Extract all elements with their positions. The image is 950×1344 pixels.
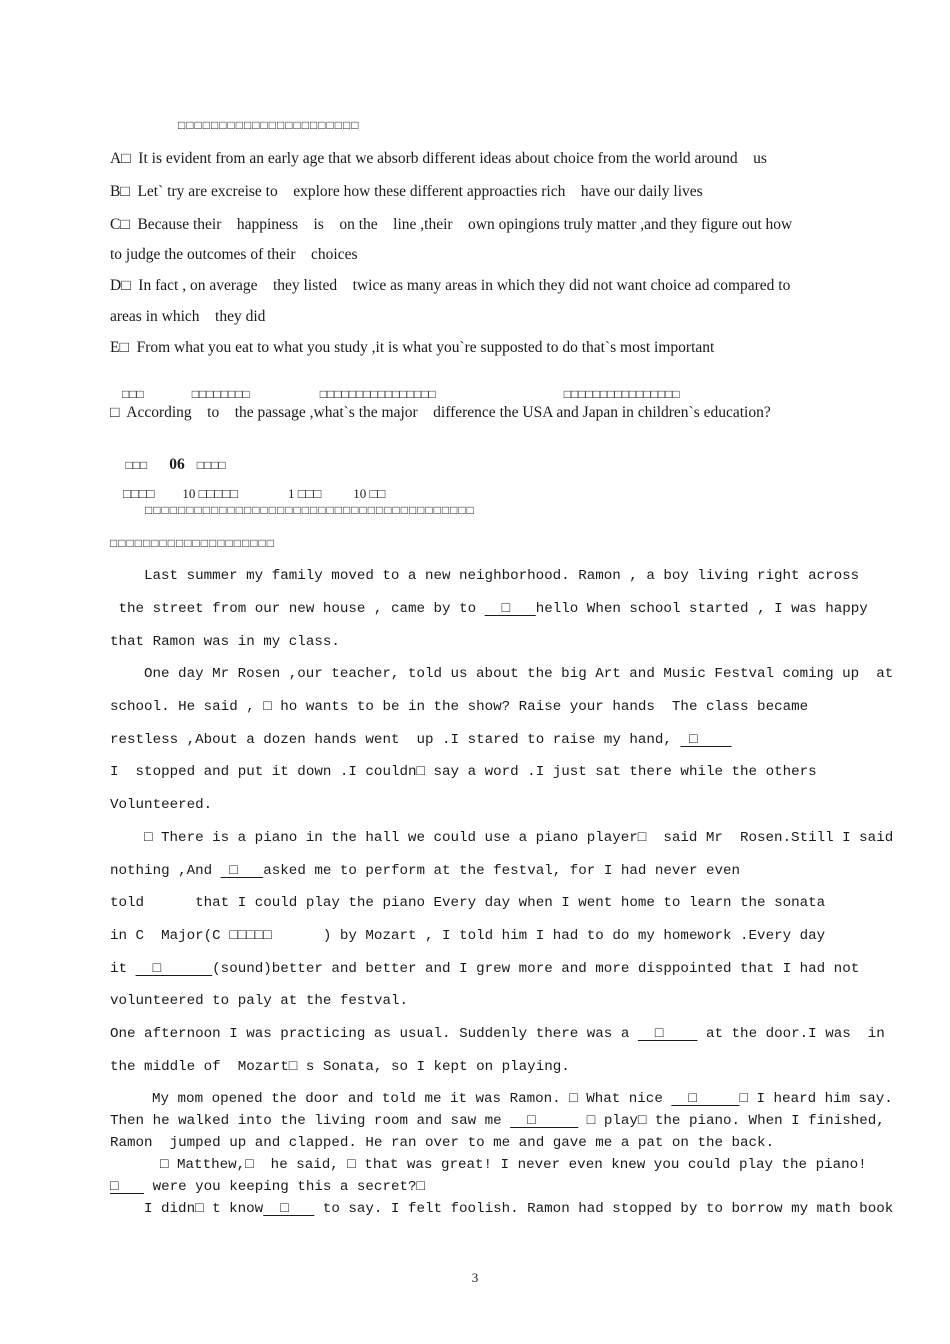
passage-line: told that I could play the piano Every day when I went home to learn the sonata [110, 895, 826, 911]
passage-line: □ Matthew,□ he said, □ that was great! I never even knew you could play the piano! [160, 1157, 867, 1173]
instructions-line: □□□□□□□□□□□□□□□□□□□□□□ [178, 118, 360, 132]
option-a: A□ It is evident from an early age that we absorb different ideas about choice from the world around us [110, 150, 767, 167]
passage-line: Ramon jumped up and clapped. He ran over to me and gave me a pat on the back. [110, 1135, 775, 1151]
scoring-label-2: 10 □□□□□ [182, 486, 238, 501]
part-number: 06 [169, 456, 185, 473]
section-label-4: □□□□□□□□□□□□□□□□ [563, 387, 680, 401]
directions-line-2: □□□□□□□□□□□□□□□□□□□□ [110, 536, 275, 550]
passage-line: Last summer my family moved to a new neighborhood. Ramon , a boy living right across [144, 568, 860, 584]
passage-line [110, 601, 868, 617]
page-number: 3 [471, 1270, 479, 1285]
option-d-continued: areas in which they did [110, 308, 266, 325]
passage-line: in C Major(C □□□□□ ) by Mozart , I told him I had to do my homework .Every day [110, 928, 826, 944]
passage-text: were you keeping this a secret?□ [144, 1179, 426, 1195]
passage-text: Then he walked into the living room and saw me [110, 1113, 511, 1129]
option-b: B□ Let` try are excreise to explore how these different approacties rich have our daily lives [110, 183, 703, 200]
blank-5[interactable]: □ [637, 1026, 698, 1042]
option-e: E□ From what you eat to what you study ,it is what you`re supposted to do that`s most important [110, 339, 715, 356]
passage-line: school. He said , □ ho wants to be in the show? Raise your hands The class became [110, 699, 809, 715]
passage-text: □ I heard him say. [739, 1091, 893, 1107]
passage-line: □ There is a piano in the hall we could use a piano player□ said Mr Rosen.Still I said [144, 830, 894, 846]
blank-1[interactable]: □ [484, 601, 536, 617]
part-header-suffix: □□□□ [196, 458, 226, 472]
passage-line: that Ramon was in my class. [110, 634, 340, 650]
passage-line [110, 863, 850, 879]
passage-line: I stopped and put it down .I couldn□ say a word .I just sat there while the others [110, 764, 817, 780]
passage-text: at the door.I was in [697, 1026, 885, 1042]
passage-text: I didn□ t know [144, 1201, 264, 1217]
passage-line: Volunteered. [110, 797, 213, 813]
blank-6[interactable]: □ [671, 1091, 740, 1107]
scoring-label-3: 1 □□□ [287, 486, 322, 501]
passage-text: One afternoon I was practicing as usual. Suddenly there was a [110, 1026, 638, 1042]
option-d: D□ In fact , on average they listed twice as many areas in which they did not want choice ad compared to [110, 277, 791, 294]
passage-line [110, 1113, 885, 1129]
passage-line: volunteered to paly at the festval. [110, 993, 408, 1009]
section-label-2: □□□□□□□□ [191, 387, 250, 401]
question-line: □ According to the passage ,what`s the major difference the USA and Japan in children`s education? [110, 404, 771, 421]
section-label-1: □□□ [122, 387, 144, 401]
blank-7[interactable]: □ [510, 1113, 579, 1129]
passage-line [110, 1179, 850, 1195]
directions-line-1: □□□□□□□□□□□□□□□□□□□□□□□□□□□□□□□□□□□□□□□□ [145, 503, 475, 517]
passage-line: the middle of Mozart□ s Sonata, so I kept on playing. [110, 1059, 570, 1075]
passage-text: My mom opened the door and told me it was Ramon. □ What nice [152, 1091, 672, 1107]
passage-text: (sound)better and better and I grew more and more disppointed that I had not [212, 961, 860, 977]
passage-text: restless ,About a dozen hands went up .I stared to raise my hand, [110, 732, 681, 748]
scoring-label-1: □□□□ [123, 486, 155, 501]
passage-text: asked me to perform at the festval, for I had never even [263, 863, 741, 879]
passage-line [110, 1026, 885, 1042]
passage-line [144, 1201, 894, 1217]
passage-line: One day Mr Rosen ,our teacher, told us about the big Art and Music Festval coming up at [144, 666, 894, 682]
passage-text: to say. I felt foolish. Ramon had stopped by to borrow my math book [314, 1201, 894, 1217]
passage-text: nothing ,And [110, 863, 221, 879]
option-c: C□ Because their happiness is on the line ,their own opingions truly matter ,and they figure out how [110, 216, 793, 233]
passage-text: the street from our new house , came by to [110, 601, 485, 617]
part-header-prefix: □□□ [125, 458, 148, 472]
passage-text: □ play□ the piano. When I finished, [578, 1113, 885, 1129]
passage-text: it [110, 961, 136, 977]
option-c-continued: to judge the outcomes of their choices [110, 246, 358, 263]
blank-8[interactable]: □ [110, 1179, 145, 1195]
passage-line [110, 961, 860, 977]
blank-3[interactable]: □ [220, 863, 264, 879]
section-label-3: □□□□□□□□□□□□□□□□ [319, 387, 436, 401]
passage-line [152, 1091, 892, 1107]
blank-2[interactable]: □ [680, 732, 732, 748]
passage-text: hello When school started , I was happy [535, 601, 868, 617]
passage-line [110, 732, 850, 748]
blank-9[interactable]: □ [263, 1201, 315, 1217]
blank-4[interactable]: □ [135, 961, 213, 977]
scoring-label-4: 10 □□ [353, 486, 386, 501]
